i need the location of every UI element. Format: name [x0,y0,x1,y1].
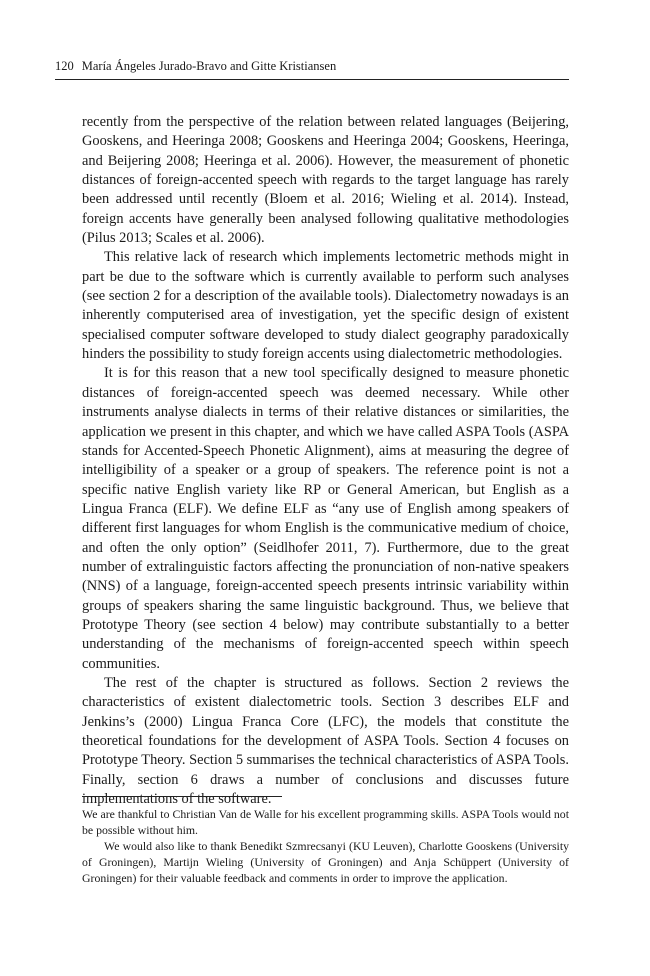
page-number: 120 [55,59,74,73]
running-head [55,58,569,74]
body-paragraph-1: recently from the perspective of the relation between related languages (Beijering, Gooskens, and Heeringa 2008; Gooskens and Heeringa 2004; Gooskens, Heeringa, and Beijering 2008; Heeringa et al. 2006). However, the measurement of phonetic distances of foreign-accented speech with regards to the target language has rarely been addressed until recently (Bloem et al. 2016; Wieling et al. 2014). Instead, foreign accents have generally been analysed following qualitative methodologies (Pilus 2013; Scales et al. 2006). [82,114,569,247]
header-rule [55,79,569,80]
running-head-authors: María Ángeles Jurado-Bravo and Gitte Kristiansen [81,59,337,73]
footnote-acknowledgement-1: We are thankful to Christian Van de Walle for his excellent programming skills. ASPA Tools would not be possible without him. [82,807,569,838]
main-body [82,113,569,809]
body-paragraph-3: It is for this reason that a new tool specifically designed to measure phonetic distances of foreign-accented speech was deemed necessary. While other instruments analyse dialects in terms of their relative distances or similarities, the application we present in this chapter, and which we have called ASPA Tools (ASPA stands for Accented-Speech Phonetic Alignment), aims at measuring the degree of intelligibility of a speaker or a group of speakers. The reference point is not a specific native English variety like RP or General American, but English as a Lingua Franca (ELF). We define ELF as “any use of English among speakers of different first languages for whom English is the communicative medium of choice, and often the only option” (Seidlhofer 2011, 7). Furthermore, due to the great number of extralinguistic factors affecting the pronunciation of non-native speakers (NNS) of a language, foreign-accented speech presents intrinsic variability within groups of speakers sharing the same linguistic background. Thus, we believe that Prototype Theory (see section 4 below) may contribute substantially to a better understanding of the mechanisms of foreign-accented speech within speech communities. [82,365,569,672]
body-paragraph-2: This relative lack of research which implements lectometric methods might in part be due to the software which is currently available to perform such analyses (see section 2 for a description of the available tools). Dialectometry nowadays is an inherently computerised area of investigation, yet the specific design of existent specialised computer software developed to study dialect geography paradoxically hinders the possibility to study foreign accents using dialectometric methodologies. [82,249,569,363]
body-paragraph-4: The rest of the chapter is structured as follows. Section 2 reviews the characteristics of existent dialectometric tools. Section 3 describes ELF and Jenkins’s (2000) Lingua Franca Core (LFC), the models that constitute the theoretical foundations for the development of ASPA Tools. Section 4 focuses on Prototype Theory. Section 5 summarises the technical characteristics of ASPA Tools. Finally, section 6 draws a number of conclusions and discusses future implementations of the software. [82,674,569,808]
footnotes [82,806,569,886]
footnote-rule [82,796,282,797]
footnote-acknowledgement-2: We would also like to thank Benedikt Szmrecsanyi (KU Leuven), Charlotte Gooskens (University of Groningen), Martijn Wieling (University of Groningen) and Anja Schüppert (University of Groningen) for their valuable feedback and comments in order to improve the application. [82,839,569,886]
